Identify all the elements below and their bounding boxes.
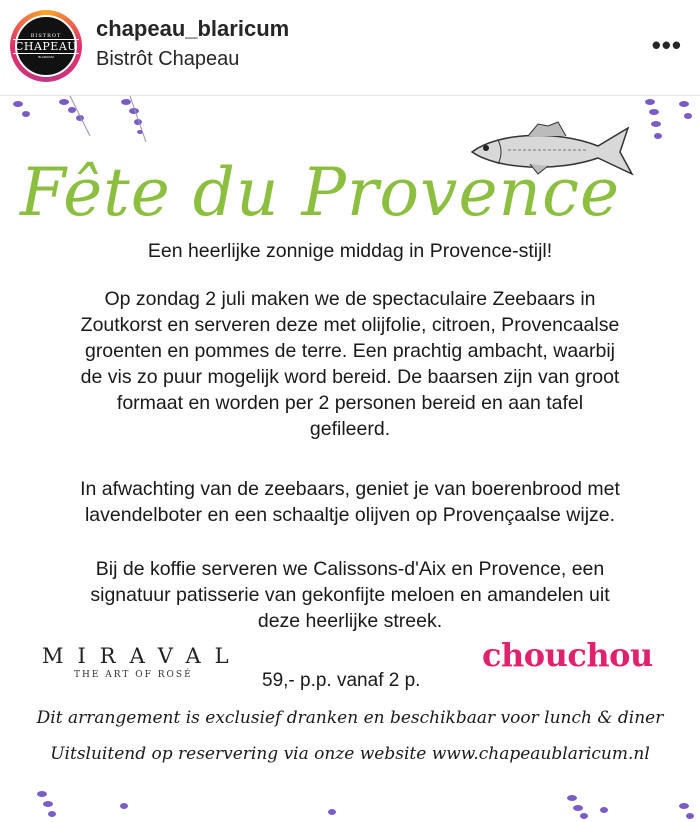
more-options-icon[interactable]: ••• (651, 30, 682, 60)
avatar-text-small: BISTROT (30, 33, 62, 39)
post-header (0, 0, 700, 96)
lavender-top-right-icon (630, 96, 700, 146)
post-image (0, 96, 700, 822)
avatar-text-big: CHAPEAU (14, 40, 78, 53)
poster-text-line: signatuur patisserie van gekonfijte meloen en amandelen uit (90, 584, 610, 606)
poster-title: Fête du Provence (19, 154, 621, 231)
arrangement-note: Dit arrangement is exclusief dranken en beschikbaar voor lunch & diner (36, 708, 664, 728)
poster-text-line: formaat en worden per 2 personen bereid en aan tafel (116, 392, 584, 414)
poster-subtitle: Een heerlijke zonnige middag in Provence-stijl! (147, 240, 553, 262)
avatar[interactable] (15, 15, 77, 77)
miraval-logo: MIRAVAL (42, 644, 243, 668)
poster-text-line: deze heerlijke streek. (257, 610, 443, 632)
poster-text-line: groenten en pommes de terre. Een prachtig ambacht, waarbij (84, 340, 616, 362)
location[interactable]: Bistrôt Chapeau (96, 48, 240, 70)
username[interactable]: chapeau_blaricum (96, 16, 290, 41)
poster-text-line: Op zondag 2 juli maken we de spectaculaire Zeebaars in (104, 288, 596, 310)
poster-text-line: lavendelboter en een schaaltje olijven op Provençaalse wijze. (84, 504, 616, 526)
story-ring[interactable] (10, 10, 82, 82)
miraval-tagline: THE ART OF ROSÉ (74, 670, 193, 680)
lavender-bottom-icon (0, 776, 700, 822)
poster-text-line: In afwachting van de zeebaars, geniet je van boerenbrood met (80, 478, 620, 500)
poster-text-line: Bij de koffie serveren we Calissons-d'Aix en Provence, een (95, 558, 605, 580)
poster-text-line: gefileerd. (309, 418, 391, 440)
price-text: 59,- p.p. vanaf 2 p. (262, 670, 421, 691)
poster-text-line: Zoutkorst en serveren deze met olijfolie, citroen, Provencaalse (80, 314, 620, 336)
chouchou-logo: chouchou (482, 636, 653, 674)
poster-text-line: de vis zo puur mogelijk word bereid. De baarsen zijn van groot (80, 366, 620, 388)
reservation-note: Uitsluitend op reservering via onze website www.chapeaublaricum.nl (50, 744, 650, 764)
lavender-top-left-icon (0, 96, 160, 146)
avatar-text-tiny: BLARICUM (38, 55, 54, 59)
